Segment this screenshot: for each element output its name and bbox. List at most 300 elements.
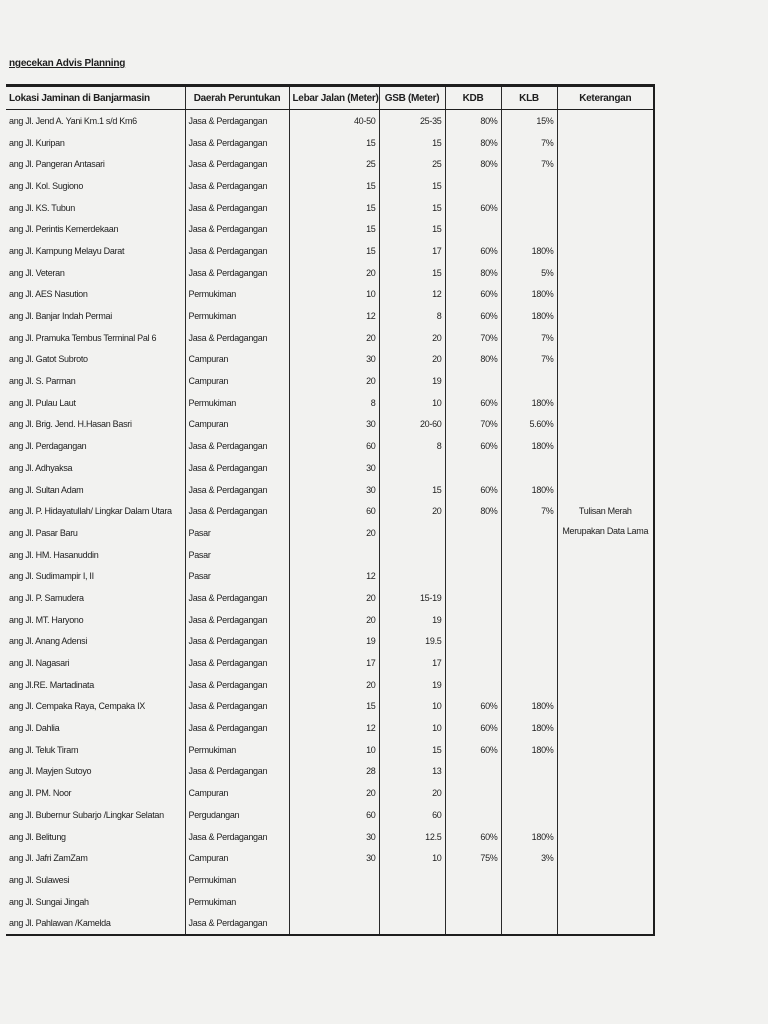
cell-klb: 180% — [501, 284, 557, 306]
cell-gsb: 19 — [379, 674, 445, 696]
cell-klb: 7% — [501, 153, 557, 175]
cell-kdb: 60% — [445, 305, 501, 327]
cell-keterangan — [557, 327, 654, 349]
table-row — [6, 197, 654, 219]
cell-lokasi: ang Jl. Teluk Tiram — [6, 739, 185, 761]
cell-klb — [501, 544, 557, 566]
cell-lebar-jalan: 12 — [289, 717, 379, 739]
cell-kdb: 60% — [445, 284, 501, 306]
cell-klb: 5% — [501, 262, 557, 284]
cell-lokasi: ang Jl. Banjar Indah Permai — [6, 305, 185, 327]
cell-kdb: 60% — [445, 739, 501, 761]
cell-gsb: 20 — [379, 349, 445, 371]
cell-klb: 3% — [501, 847, 557, 869]
table-row — [6, 479, 654, 501]
cell-kdb: 60% — [445, 717, 501, 739]
cell-lokasi: ang Jl. P. Samudera — [6, 587, 185, 609]
cell-lokasi: ang Jl. Perintis Kemerdekaan — [6, 218, 185, 240]
cell-lokasi: ang Jl.RE. Martadinata — [6, 674, 185, 696]
table-row — [6, 457, 654, 479]
cell-kdb: 80% — [445, 349, 501, 371]
table-row — [6, 305, 654, 327]
cell-kdb — [445, 370, 501, 392]
cell-klb: 180% — [501, 826, 557, 848]
cell-lokasi: ang Jl. Sulawesi — [6, 869, 185, 891]
cell-gsb: 19 — [379, 370, 445, 392]
cell-keterangan — [557, 544, 654, 566]
table-row — [6, 609, 654, 631]
cell-lokasi: ang Jl. S. Parman — [6, 370, 185, 392]
cell-keterangan — [557, 891, 654, 913]
cell-lebar-jalan: 15 — [289, 240, 379, 262]
table-row — [6, 370, 654, 392]
cell-kdb — [445, 218, 501, 240]
cell-kdb: 80% — [445, 132, 501, 154]
cell-daerah: Jasa & Perdagangan — [185, 327, 289, 349]
cell-kdb: 80% — [445, 262, 501, 284]
cell-klb — [501, 891, 557, 913]
cell-keterangan — [557, 761, 654, 783]
cell-daerah: Campuran — [185, 782, 289, 804]
cell-daerah: Jasa & Perdagangan — [185, 132, 289, 154]
cell-lebar-jalan: 20 — [289, 262, 379, 284]
cell-lokasi: ang Jl. Dahlia — [6, 717, 185, 739]
cell-lokasi: ang Jl. Bubernur Subarjo /Lingkar Selatan — [6, 804, 185, 826]
cell-klb: 180% — [501, 696, 557, 718]
cell-lokasi: ang Jl. Anang Adensi — [6, 631, 185, 653]
cell-kdb — [445, 804, 501, 826]
cell-daerah: Permukiman — [185, 739, 289, 761]
cell-kdb — [445, 674, 501, 696]
header-klb: KLB — [501, 86, 557, 110]
cell-daerah: Jasa & Perdagangan — [185, 500, 289, 522]
cell-daerah: Permukiman — [185, 284, 289, 306]
cell-klb — [501, 197, 557, 219]
cell-lebar-jalan: 10 — [289, 739, 379, 761]
table-row — [6, 544, 654, 566]
cell-klb: 180% — [501, 240, 557, 262]
cell-lebar-jalan: 17 — [289, 652, 379, 674]
cell-kdb: 75% — [445, 847, 501, 869]
cell-lokasi: ang Jl. Sudimampir I, II — [6, 565, 185, 587]
cell-daerah: Jasa & Perdagangan — [185, 631, 289, 653]
cell-keterangan — [557, 652, 654, 674]
cell-lebar-jalan: 12 — [289, 305, 379, 327]
cell-gsb: 17 — [379, 652, 445, 674]
cell-klb: 7% — [501, 349, 557, 371]
cell-lokasi: ang Jl. Kol. Sugiono — [6, 175, 185, 197]
table-row — [6, 631, 654, 653]
table-row — [6, 392, 654, 414]
cell-klb — [501, 565, 557, 587]
cell-daerah: Jasa & Perdagangan — [185, 435, 289, 457]
cell-daerah: Campuran — [185, 349, 289, 371]
cell-lokasi: ang Jl. Jend A. Yani Km.1 s/d Km6 — [6, 110, 185, 132]
cell-kdb — [445, 522, 501, 544]
cell-lebar-jalan — [289, 869, 379, 891]
table-row — [6, 349, 654, 371]
header-daerah: Daerah Peruntukan — [185, 86, 289, 110]
cell-lokasi: ang Jl. Brig. Jend. H.Hasan Basri — [6, 414, 185, 436]
cell-lebar-jalan: 30 — [289, 847, 379, 869]
cell-lokasi: ang Jl. Gatot Subroto — [6, 349, 185, 371]
cell-keterangan — [557, 457, 654, 479]
cell-keterangan — [557, 370, 654, 392]
cell-gsb — [379, 869, 445, 891]
cell-gsb — [379, 565, 445, 587]
cell-gsb: 15 — [379, 197, 445, 219]
cell-lokasi: ang Jl. Sungai Jingah — [6, 891, 185, 913]
cell-gsb: 20 — [379, 327, 445, 349]
cell-gsb: 60 — [379, 804, 445, 826]
cell-klb — [501, 609, 557, 631]
cell-klb — [501, 869, 557, 891]
cell-lebar-jalan: 19 — [289, 631, 379, 653]
cell-daerah: Jasa & Perdagangan — [185, 240, 289, 262]
cell-lebar-jalan: 10 — [289, 284, 379, 306]
cell-lokasi: ang Jl. Belitung — [6, 826, 185, 848]
cell-lebar-jalan: 15 — [289, 197, 379, 219]
cell-gsb: 15-19 — [379, 587, 445, 609]
cell-gsb: 20 — [379, 500, 445, 522]
table-row — [6, 847, 654, 869]
cell-gsb: 15 — [379, 132, 445, 154]
cell-lokasi: ang Jl. Veteran — [6, 262, 185, 284]
table-row — [6, 674, 654, 696]
cell-kdb — [445, 609, 501, 631]
table-row — [6, 240, 654, 262]
cell-lokasi: ang Jl. AES Nasution — [6, 284, 185, 306]
cell-kdb: 70% — [445, 414, 501, 436]
cell-lebar-jalan: 20 — [289, 370, 379, 392]
table-row — [6, 218, 654, 240]
cell-gsb: 10 — [379, 696, 445, 718]
cell-lebar-jalan: 60 — [289, 804, 379, 826]
cell-lokasi: ang Jl. Jafri ZamZam — [6, 847, 185, 869]
cell-gsb: 10 — [379, 717, 445, 739]
cell-daerah: Pergudangan — [185, 804, 289, 826]
cell-gsb: 10 — [379, 392, 445, 414]
cell-lokasi: ang Jl. Nagasari — [6, 652, 185, 674]
cell-gsb: 15 — [379, 218, 445, 240]
cell-klb — [501, 912, 557, 935]
cell-gsb: 25-35 — [379, 110, 445, 132]
table-row — [6, 652, 654, 674]
cell-klb — [501, 522, 557, 544]
table-row — [6, 414, 654, 436]
cell-lokasi: ang Jl. Kuripan — [6, 132, 185, 154]
cell-lebar-jalan — [289, 891, 379, 913]
cell-klb — [501, 218, 557, 240]
cell-gsb: 17 — [379, 240, 445, 262]
cell-klb — [501, 587, 557, 609]
table-row — [6, 891, 654, 913]
cell-lebar-jalan: 20 — [289, 522, 379, 544]
cell-lokasi: ang Jl. HM. Hasanuddin — [6, 544, 185, 566]
cell-lebar-jalan: 20 — [289, 782, 379, 804]
header-lokasi: Lokasi Jaminan di Banjarmasin — [6, 86, 185, 110]
cell-gsb: 19 — [379, 609, 445, 631]
table-row — [6, 912, 654, 935]
table-row — [6, 565, 654, 587]
cell-klb — [501, 761, 557, 783]
cell-daerah: Jasa & Perdagangan — [185, 479, 289, 501]
cell-klb — [501, 782, 557, 804]
cell-keterangan — [557, 739, 654, 761]
cell-daerah: Pasar — [185, 565, 289, 587]
table-row — [6, 284, 654, 306]
cell-lebar-jalan: 60 — [289, 435, 379, 457]
cell-keterangan — [557, 175, 654, 197]
cell-keterangan — [557, 587, 654, 609]
cell-klb — [501, 457, 557, 479]
cell-gsb: 15 — [379, 739, 445, 761]
cell-daerah: Campuran — [185, 847, 289, 869]
cell-lebar-jalan: 20 — [289, 587, 379, 609]
cell-kdb: 70% — [445, 327, 501, 349]
cell-klb: 180% — [501, 739, 557, 761]
cell-lokasi: ang Jl. Pasar Baru — [6, 522, 185, 544]
cell-daerah: Permukiman — [185, 869, 289, 891]
cell-kdb — [445, 544, 501, 566]
cell-daerah: Jasa & Perdagangan — [185, 110, 289, 132]
cell-daerah: Campuran — [185, 414, 289, 436]
cell-kdb — [445, 652, 501, 674]
header-gsb: GSB (Meter) — [379, 86, 445, 110]
cell-lebar-jalan — [289, 912, 379, 935]
cell-kdb — [445, 869, 501, 891]
cell-keterangan — [557, 804, 654, 826]
cell-lebar-jalan — [289, 544, 379, 566]
header-keterangan: Keterangan — [557, 86, 654, 110]
cell-keterangan — [557, 609, 654, 631]
cell-keterangan — [557, 782, 654, 804]
cell-klb: 180% — [501, 305, 557, 327]
cell-gsb — [379, 891, 445, 913]
cell-gsb: 8 — [379, 305, 445, 327]
table-row — [6, 869, 654, 891]
cell-lokasi: ang Jl. Adhyaksa — [6, 457, 185, 479]
cell-klb: 7% — [501, 327, 557, 349]
cell-keterangan — [557, 479, 654, 501]
header-lebar-jalan: Lebar Jalan (Meter) — [289, 86, 379, 110]
cell-keterangan — [557, 153, 654, 175]
cell-gsb: 15 — [379, 175, 445, 197]
cell-lebar-jalan: 25 — [289, 153, 379, 175]
cell-daerah: Jasa & Perdagangan — [185, 696, 289, 718]
table-row — [6, 132, 654, 154]
cell-klb — [501, 652, 557, 674]
cell-klb: 7% — [501, 500, 557, 522]
cell-kdb: 80% — [445, 500, 501, 522]
cell-kdb — [445, 912, 501, 935]
cell-kdb: 60% — [445, 696, 501, 718]
advis-planning-table — [6, 84, 655, 936]
cell-kdb: 60% — [445, 392, 501, 414]
cell-lebar-jalan: 60 — [289, 500, 379, 522]
table-row — [6, 110, 654, 132]
table-row — [6, 327, 654, 349]
cell-gsb — [379, 457, 445, 479]
cell-lokasi: ang Jl. Pangeran Antasari — [6, 153, 185, 175]
cell-klb — [501, 370, 557, 392]
cell-lebar-jalan: 15 — [289, 175, 379, 197]
cell-lebar-jalan: 30 — [289, 479, 379, 501]
cell-klb — [501, 804, 557, 826]
cell-keterangan — [557, 674, 654, 696]
cell-daerah: Jasa & Perdagangan — [185, 218, 289, 240]
table-row — [6, 826, 654, 848]
cell-lokasi: ang Jl. KS. Tubun — [6, 197, 185, 219]
cell-keterangan — [557, 305, 654, 327]
cell-lebar-jalan: 15 — [289, 696, 379, 718]
cell-lebar-jalan: 20 — [289, 609, 379, 631]
cell-lokasi: ang Jl. Pramuka Tembus Terminal Pal 6 — [6, 327, 185, 349]
cell-lebar-jalan: 15 — [289, 218, 379, 240]
cell-lebar-jalan: 30 — [289, 414, 379, 436]
cell-lebar-jalan: 20 — [289, 674, 379, 696]
cell-kdb — [445, 891, 501, 913]
cell-lokasi: ang Jl. Cempaka Raya, Cempaka IX — [6, 696, 185, 718]
cell-gsb: 8 — [379, 435, 445, 457]
cell-keterangan — [557, 826, 654, 848]
cell-kdb: 60% — [445, 435, 501, 457]
table-row — [6, 804, 654, 826]
cell-kdb — [445, 587, 501, 609]
table-row — [6, 153, 654, 175]
cell-gsb — [379, 544, 445, 566]
cell-daerah: Jasa & Perdagangan — [185, 652, 289, 674]
advis-planning-table-container — [6, 84, 654, 936]
cell-daerah: Jasa & Perdagangan — [185, 826, 289, 848]
cell-lokasi: ang Jl. Pahlawan /Kamelda — [6, 912, 185, 935]
table-body — [6, 110, 654, 936]
table-row — [6, 500, 654, 522]
cell-klb: 15% — [501, 110, 557, 132]
cell-daerah: Campuran — [185, 370, 289, 392]
cell-kdb: 80% — [445, 153, 501, 175]
cell-daerah: Jasa & Perdagangan — [185, 197, 289, 219]
cell-kdb: 80% — [445, 110, 501, 132]
cell-klb: 180% — [501, 479, 557, 501]
cell-gsb: 19.5 — [379, 631, 445, 653]
table-row — [6, 717, 654, 739]
table-row — [6, 696, 654, 718]
cell-kdb — [445, 782, 501, 804]
cell-kdb: 60% — [445, 197, 501, 219]
cell-daerah: Jasa & Perdagangan — [185, 912, 289, 935]
cell-lebar-jalan: 20 — [289, 327, 379, 349]
cell-klb: 180% — [501, 435, 557, 457]
cell-klb: 5.60% — [501, 414, 557, 436]
cell-gsb: 12.5 — [379, 826, 445, 848]
cell-lebar-jalan: 28 — [289, 761, 379, 783]
cell-klb — [501, 631, 557, 653]
cell-daerah: Pasar — [185, 544, 289, 566]
cell-kdb — [445, 761, 501, 783]
cell-daerah: Jasa & Perdagangan — [185, 674, 289, 696]
cell-lokasi: ang Jl. PM. Noor — [6, 782, 185, 804]
cell-daerah: Permukiman — [185, 392, 289, 414]
cell-keterangan — [557, 696, 654, 718]
cell-keterangan — [557, 392, 654, 414]
cell-keterangan — [557, 240, 654, 262]
cell-lokasi: ang Jl. Pulau Laut — [6, 392, 185, 414]
table-row — [6, 587, 654, 609]
cell-kdb — [445, 631, 501, 653]
cell-gsb: 20 — [379, 782, 445, 804]
cell-lebar-jalan: 30 — [289, 349, 379, 371]
cell-keterangan — [557, 565, 654, 587]
cell-daerah: Jasa & Perdagangan — [185, 153, 289, 175]
cell-gsb — [379, 522, 445, 544]
cell-kdb: 60% — [445, 240, 501, 262]
table-row — [6, 262, 654, 284]
table-row — [6, 761, 654, 783]
cell-kdb: 60% — [445, 479, 501, 501]
cell-gsb: 25 — [379, 153, 445, 175]
cell-klb — [501, 674, 557, 696]
cell-daerah: Pasar — [185, 522, 289, 544]
cell-lokasi: ang Jl. P. Hidayatullah/ Lingkar Dalam Utara — [6, 500, 185, 522]
cell-lokasi: ang Jl. MT. Haryono — [6, 609, 185, 631]
cell-daerah: Permukiman — [185, 891, 289, 913]
cell-keterangan — [557, 349, 654, 371]
cell-kdb: 60% — [445, 826, 501, 848]
cell-keterangan — [557, 631, 654, 653]
cell-keterangan — [557, 218, 654, 240]
cell-gsb: 13 — [379, 761, 445, 783]
cell-gsb: 10 — [379, 847, 445, 869]
cell-keterangan — [557, 284, 654, 306]
cell-keterangan — [557, 197, 654, 219]
header-kdb: KDB — [445, 86, 501, 110]
cell-daerah: Jasa & Perdagangan — [185, 587, 289, 609]
cell-lebar-jalan: 30 — [289, 826, 379, 848]
cell-daerah: Permukiman — [185, 305, 289, 327]
cell-keterangan-note: Tulisan Merah Merupakan Data Lama — [557, 500, 654, 543]
cell-lebar-jalan: 15 — [289, 132, 379, 154]
cell-keterangan — [557, 869, 654, 891]
cell-klb: 180% — [501, 392, 557, 414]
cell-gsb: 12 — [379, 284, 445, 306]
cell-lokasi: ang Jl. Mayjen Sutoyo — [6, 761, 185, 783]
cell-lebar-jalan: 12 — [289, 565, 379, 587]
cell-kdb — [445, 457, 501, 479]
cell-daerah: Jasa & Perdagangan — [185, 717, 289, 739]
table-row — [6, 435, 654, 457]
cell-kdb — [445, 565, 501, 587]
cell-lokasi: ang Jl. Sultan Adam — [6, 479, 185, 501]
cell-gsb: 15 — [379, 262, 445, 284]
cell-gsb: 15 — [379, 479, 445, 501]
table-row — [6, 175, 654, 197]
cell-gsb: 20-60 — [379, 414, 445, 436]
cell-keterangan — [557, 262, 654, 284]
cell-keterangan — [557, 132, 654, 154]
cell-lokasi: ang Jl. Perdagangan — [6, 435, 185, 457]
cell-klb — [501, 175, 557, 197]
cell-daerah: Jasa & Perdagangan — [185, 609, 289, 631]
cell-lebar-jalan: 40-50 — [289, 110, 379, 132]
cell-lebar-jalan: 30 — [289, 457, 379, 479]
cell-daerah: Jasa & Perdagangan — [185, 175, 289, 197]
cell-lokasi: ang Jl. Kampung Melayu Darat — [6, 240, 185, 262]
cell-lebar-jalan: 8 — [289, 392, 379, 414]
cell-daerah: Jasa & Perdagangan — [185, 761, 289, 783]
cell-keterangan — [557, 414, 654, 436]
cell-keterangan — [557, 110, 654, 132]
